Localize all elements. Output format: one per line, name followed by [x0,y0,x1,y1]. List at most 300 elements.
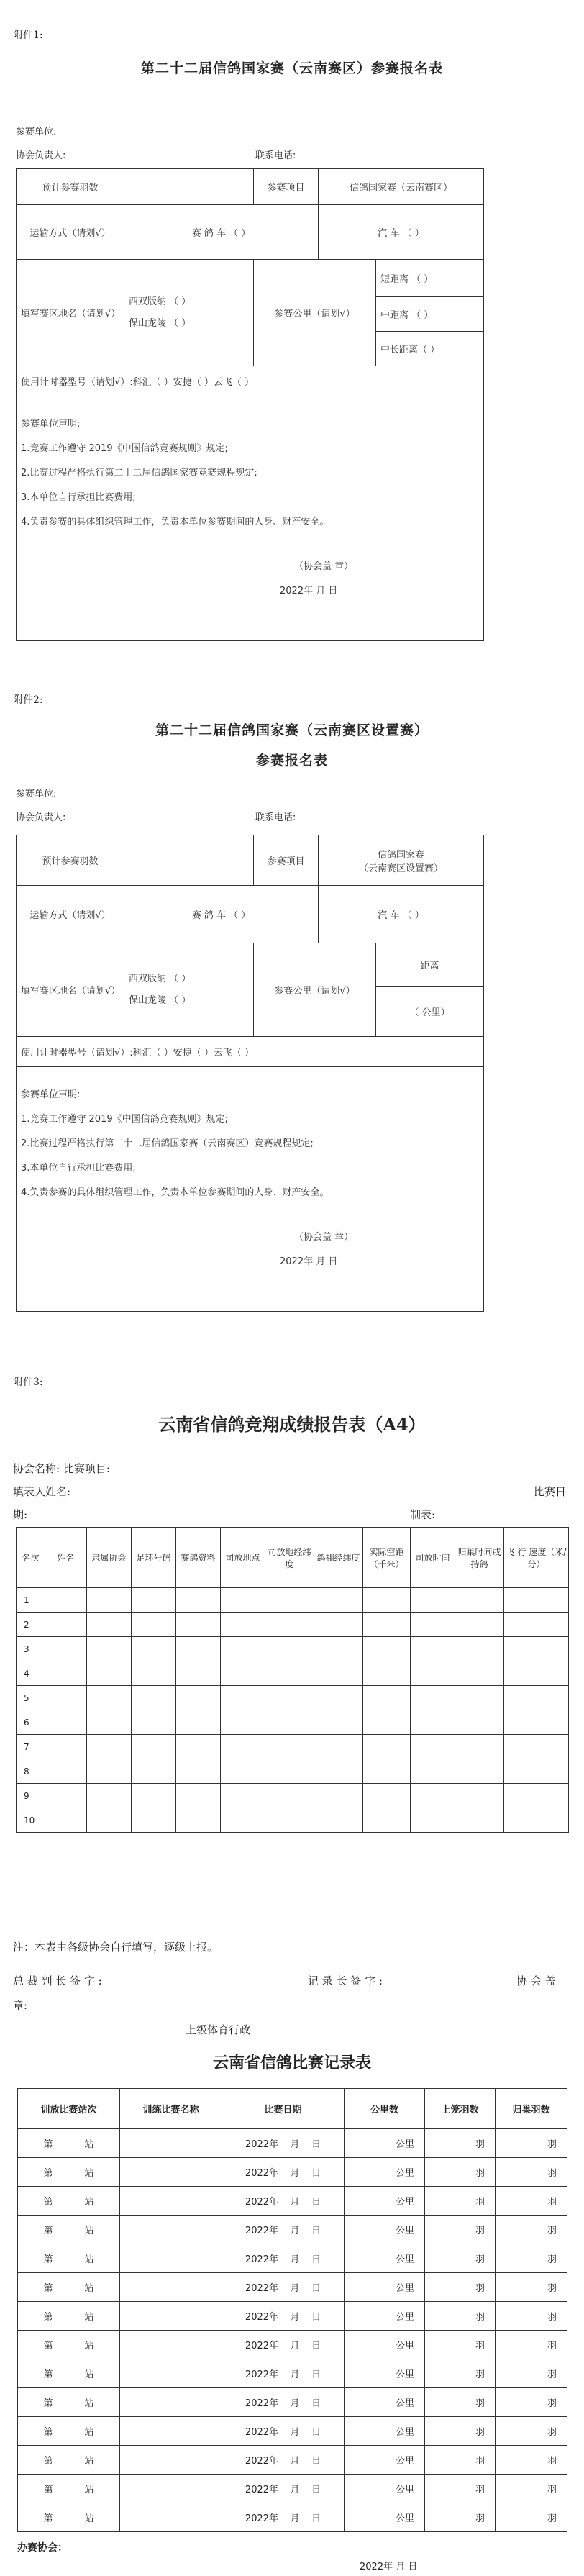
result-cell[interactable] [45,1613,87,1637]
race-name-cell[interactable] [120,2273,222,2302]
att2-title-line1: 第二十二届信鸽国家赛（云南赛区设置赛） [155,722,429,738]
race-date-cell[interactable]: 2022年 月 日 [222,2187,345,2216]
rank-cell: 3 [17,1637,45,1661]
km-option-middle[interactable]: 中距离 （ ） [376,297,484,332]
result-cell[interactable] [455,1808,504,1833]
decl-item-4: 4.负责参赛的具体组织管理工作，负责本单位参赛期间的人身、财产安全。 [21,517,329,527]
region-options[interactable] [124,943,254,1037]
result-cell[interactable] [455,1759,504,1784]
race-date-cell[interactable]: 2022年 月 日 [222,2417,345,2446]
result-cell[interactable] [176,1613,221,1637]
race-name-cell[interactable] [120,2129,222,2158]
station-suffix: 站 [84,2312,94,2323]
event-item-label: 参赛项目 [254,835,319,886]
result-cell[interactable] [221,1588,265,1613]
result-cell[interactable] [45,1735,87,1759]
decl-item-3: 3.本单位自行承担比赛费用; [21,492,136,503]
record-row [18,2446,567,2475]
loaded-count-cell[interactable]: 羽 [425,2302,496,2331]
result-row [17,1784,569,1808]
result-cell[interactable] [265,1784,314,1808]
loaded-count-cell[interactable]: 羽 [425,2216,496,2244]
result-cell[interactable] [314,1661,363,1686]
station-suffix: 站 [84,2456,94,2467]
station-cell[interactable] [18,2273,120,2302]
station-prefix: 第 [43,2312,53,2323]
bottom-date: 2022年 月 日 [360,2562,418,2572]
result-cell[interactable] [363,1759,411,1784]
record-row [18,2244,567,2273]
km-label: 参赛公里（请划√） [254,943,376,1037]
result-cell[interactable] [504,1759,569,1784]
station-cell[interactable] [18,2244,120,2273]
result-cell[interactable] [363,1710,411,1735]
result-cell[interactable] [314,1637,363,1661]
loaded-count-cell[interactable]: 羽 [425,2129,496,2158]
station-prefix: 第 [43,2254,53,2265]
result-cell[interactable] [132,1759,176,1784]
result-cell[interactable] [363,1784,411,1808]
result-cell[interactable] [314,1759,363,1784]
race-record-table [17,2088,567,2532]
km-cell[interactable]: 公里 [345,2503,425,2532]
result-cell[interactable] [221,1808,265,1833]
est-count-value[interactable] [124,835,254,886]
att2-label: 附件2: [13,694,43,706]
loaded-count-cell[interactable]: 羽 [425,2158,496,2187]
result-row [17,1710,569,1735]
station-cell[interactable] [18,2331,120,2359]
result-cell[interactable] [411,1613,455,1637]
result-cell[interactable] [132,1686,176,1710]
att2-leader-label: 协会负责人: [16,812,66,823]
result-cell[interactable] [221,1784,265,1808]
loaded-count-cell[interactable]: 羽 [425,2446,496,2475]
result-cell[interactable] [411,1784,455,1808]
col-race-name: 训练比赛名称 [120,2089,222,2129]
result-cell[interactable] [45,1588,87,1613]
decl-item-2: 2.比赛过程严格执行第二十二届信鸽国家赛竞赛规程规定; [21,468,257,479]
result-cell[interactable] [314,1710,363,1735]
result-cell[interactable] [265,1735,314,1759]
km-cell[interactable]: 公里 [345,2158,425,2187]
result-cell[interactable] [504,1686,569,1710]
distance-km-value[interactable]: （ 公里） [376,987,484,1037]
km-option-short[interactable]: 短距离 （ ） [376,260,484,297]
result-cell[interactable] [265,1759,314,1784]
att1-leader-label: 协会负责人: [16,150,66,161]
loaded-count-cell[interactable]: 羽 [425,2503,496,2532]
transport-option-pigeon-truck[interactable]: 赛 鸽 车 （ ） [124,886,319,943]
result-cell[interactable] [221,1661,265,1686]
result-cell[interactable] [455,1710,504,1735]
rank-cell: 5 [17,1686,45,1710]
result-cell[interactable] [221,1686,265,1710]
km-cell[interactable]: 公里 [345,2331,425,2359]
region-label: 填写赛区地名（请划√） [17,943,124,1037]
station-prefix: 第 [43,2139,53,2150]
transport-option-pigeon-truck[interactable]: 赛 鸽 车 （ ） [124,205,319,260]
result-cell[interactable] [176,1710,221,1735]
station-cell[interactable] [18,2503,120,2532]
result-cell[interactable] [504,1661,569,1686]
result-row [17,1637,569,1661]
result-cell[interactable] [132,1710,176,1735]
result-cell[interactable] [45,1784,87,1808]
result-cell[interactable] [363,1588,411,1613]
region-options[interactable] [124,260,254,366]
result-cell[interactable] [363,1613,411,1637]
result-cell[interactable] [265,1588,314,1613]
km-cell[interactable]: 公里 [345,2417,425,2446]
result-cell[interactable] [176,1637,221,1661]
att1-unit-label: 参赛单位: [16,127,57,137]
result-cell[interactable] [314,1686,363,1710]
race-date-cell[interactable]: 2022年 月 日 [222,2359,345,2388]
record-row [18,2158,567,2187]
loaded-count-cell[interactable]: 羽 [425,2417,496,2446]
returned-count-cell[interactable]: 羽 [496,2244,567,2273]
region-option-xishuangbanna[interactable]: 西双版纳 （ ） [129,973,191,984]
race-date-cell[interactable]: 2022年 月 日 [222,2244,345,2273]
station-prefix: 第 [43,2485,53,2495]
loaded-count-cell[interactable]: 羽 [425,2359,496,2388]
race-date-cell[interactable]: 2022年 月 日 [222,2331,345,2359]
station-cell[interactable] [18,2417,120,2446]
result-cell[interactable] [314,1808,363,1833]
result-cell[interactable] [176,1759,221,1784]
returned-count-cell[interactable]: 羽 [496,2417,567,2446]
att3-filler-line: 填表人姓名: [13,1485,71,1498]
event-item-value [319,835,484,886]
region-option-baoshan-longling[interactable]: 保山龙陵 （ ） [129,994,191,1006]
returned-count-cell[interactable]: 羽 [496,2331,567,2359]
race-name-cell[interactable] [120,2388,222,2417]
est-count-label: 预计参赛羽数 [17,169,124,205]
result-cell[interactable] [176,1661,221,1686]
km-cell[interactable]: 公里 [345,2216,425,2244]
host-association: 办赛协会： [17,2542,68,2554]
decl-title: 参赛单位声明: [21,1089,81,1100]
result-cell[interactable] [132,1613,176,1637]
station-prefix: 第 [43,2197,53,2208]
station-cell[interactable] [18,2129,120,2158]
result-cell[interactable] [45,1710,87,1735]
km-cell[interactable]: 公里 [345,2475,425,2503]
loaded-count-cell[interactable]: 羽 [425,2244,496,2273]
col-rank: 名次 [17,1528,45,1588]
station-prefix: 第 [43,2168,53,2179]
record-row [18,2475,567,2503]
result-cell[interactable] [411,1759,455,1784]
region-option-baoshan-longling[interactable]: 保山龙陵 （ ） [129,317,191,329]
station-cell[interactable] [18,2187,120,2216]
seal-text: （协会盖 章） [294,561,354,572]
result-cell[interactable] [132,1735,176,1759]
result-cell[interactable] [455,1661,504,1686]
result-cell[interactable] [45,1808,87,1833]
km-cell[interactable]: 公里 [345,2388,425,2417]
returned-count-cell[interactable]: 羽 [496,2388,567,2417]
timer-line[interactable]: 使用计时器型号（请划√）:科汇（ ）安捷（ ）云飞（ ） [17,366,484,396]
result-cell[interactable] [411,1637,455,1661]
col-race-date: 比赛日期 [222,2089,345,2129]
loaded-count-cell[interactable]: 羽 [425,2475,496,2503]
station-prefix: 第 [43,2341,53,2351]
result-row [17,1588,569,1613]
sports-bureau: 上级体育行政 [186,2023,251,2036]
result-cell[interactable] [87,1735,132,1759]
result-cell[interactable] [504,1588,569,1613]
km-cell[interactable]: 公里 [345,2359,425,2388]
result-row [17,1661,569,1686]
result-cell[interactable] [87,1686,132,1710]
result-cell[interactable] [411,1588,455,1613]
result-cell[interactable] [455,1735,504,1759]
result-cell[interactable] [132,1637,176,1661]
result-cell[interactable] [87,1613,132,1637]
race-date-cell[interactable]: 2022年 月 日 [222,2446,345,2475]
est-count-value[interactable] [124,169,254,205]
result-report-table [16,1527,569,1833]
result-cell[interactable] [314,1613,363,1637]
station-prefix: 第 [43,2513,53,2524]
result-cell[interactable] [87,1661,132,1686]
decl-item-4: 4.负责参赛的具体组织管理工作，负责本单位参赛期间的人身、财产安全。 [21,1187,329,1198]
race-date-cell[interactable]: 2022年 月 日 [222,2216,345,2244]
station-suffix: 站 [84,2168,94,2179]
result-cell[interactable] [455,1686,504,1710]
station-suffix: 站 [84,2197,94,2208]
race-date-cell[interactable]: 2022年 月 日 [222,2302,345,2331]
event-item-label: 参赛项目 [254,169,319,205]
result-cell[interactable] [504,1637,569,1661]
returned-count-cell[interactable]: 羽 [496,2158,567,2187]
race-date-cell[interactable]: 2022年 月 日 [222,2158,345,2187]
result-cell[interactable] [265,1637,314,1661]
decl-item-3: 3.本单位自行承担比赛费用; [21,1163,136,1174]
seal-text: （协会盖 章） [294,1232,354,1243]
result-cell[interactable] [363,1686,411,1710]
result-cell[interactable] [45,1661,87,1686]
result-cell[interactable] [87,1588,132,1613]
race-name-cell[interactable] [120,2446,222,2475]
station-cell[interactable] [18,2446,120,2475]
result-cell[interactable] [504,1710,569,1735]
returned-count-cell[interactable]: 羽 [496,2503,567,2532]
station-suffix: 站 [84,2513,94,2524]
att1-phone-label: 联系电话: [255,150,296,161]
date-text: 2022年 月 日 [280,586,338,597]
km-cell[interactable]: 公里 [345,2244,425,2273]
loaded-count-cell[interactable]: 羽 [425,2388,496,2417]
station-cell[interactable] [18,2302,120,2331]
result-cell[interactable] [132,1661,176,1686]
result-cell[interactable] [363,1808,411,1833]
result-cell[interactable] [265,1686,314,1710]
rank-cell: 10 [17,1808,45,1833]
record-row [18,2302,567,2331]
race-name-cell[interactable] [120,2417,222,2446]
station-suffix: 站 [84,2341,94,2351]
returned-count-cell[interactable]: 羽 [496,2302,567,2331]
race-name-cell[interactable] [120,2158,222,2187]
timer-line[interactable]: 使用计时器型号（请划√）:科汇（ ）安捷（ ）云飞（ ） [17,1037,484,1067]
station-cell[interactable] [18,2359,120,2388]
att3-assoc-line: 协会名称: 比赛项目: [13,1462,110,1475]
race-date-cell[interactable]: 2022年 月 日 [222,2475,345,2503]
result-cell[interactable] [363,1735,411,1759]
result-cell[interactable] [265,1613,314,1637]
att3-maker: 制表: [410,1508,436,1521]
result-cell[interactable] [87,1784,132,1808]
result-cell[interactable] [176,1588,221,1613]
rec-header-row [18,2089,567,2129]
km-option-middle-long[interactable]: 中长距离（ ） [376,332,484,366]
result-cell[interactable] [132,1588,176,1613]
loaded-count-cell[interactable]: 羽 [425,2331,496,2359]
record-row [18,2388,567,2417]
result-cell[interactable] [176,1784,221,1808]
race-name-cell[interactable] [120,2302,222,2331]
returned-count-cell[interactable]: 羽 [496,2446,567,2475]
loaded-count-cell[interactable]: 羽 [425,2187,496,2216]
col-station: 训放比赛站次 [18,2089,120,2129]
result-cell[interactable] [132,1784,176,1808]
result-cell[interactable] [221,1735,265,1759]
event-value-line1: 信鸽国家赛 [378,849,425,861]
result-cell[interactable] [504,1613,569,1637]
result-cell[interactable] [265,1710,314,1735]
result-cell[interactable] [87,1808,132,1833]
race-date-cell[interactable]: 2022年 月 日 [222,2273,345,2302]
race-date-cell[interactable]: 2022年 月 日 [222,2129,345,2158]
event-value-line2: （云南赛区设置赛） [359,863,444,874]
race-name-cell[interactable] [120,2503,222,2532]
result-cell[interactable] [87,1710,132,1735]
result-cell[interactable] [87,1637,132,1661]
result-cell[interactable] [504,1808,569,1833]
record-row [18,2331,567,2359]
race-name-cell[interactable] [120,2475,222,2503]
transport-option-car[interactable]: 汽 车 （ ） [319,205,484,260]
race-date-cell[interactable]: 2022年 月 日 [222,2388,345,2417]
result-cell[interactable] [363,1637,411,1661]
station-prefix: 第 [43,2398,53,2409]
result-cell[interactable] [455,1613,504,1637]
result-cell[interactable] [265,1661,314,1686]
race-name-cell[interactable] [120,2359,222,2388]
result-cell[interactable] [411,1735,455,1759]
result-cell[interactable] [504,1784,569,1808]
returned-count-cell[interactable]: 羽 [496,2475,567,2503]
race-name-cell[interactable] [120,2187,222,2216]
region-option-xishuangbanna[interactable]: 西双版纳 （ ） [129,296,191,307]
result-cell[interactable] [411,1661,455,1686]
result-cell[interactable] [221,1759,265,1784]
km-cell[interactable]: 公里 [345,2302,425,2331]
event-item-value: 信鸽国家赛（云南赛区） [319,169,484,205]
result-cell[interactable] [411,1808,455,1833]
station-cell[interactable] [18,2388,120,2417]
returned-count-cell[interactable]: 羽 [496,2129,567,2158]
station-prefix: 第 [43,2369,53,2380]
returned-count-cell[interactable]: 羽 [496,2359,567,2388]
result-cell[interactable] [455,1784,504,1808]
station-suffix: 站 [84,2398,94,2409]
station-prefix: 第 [43,2283,53,2294]
result-cell[interactable] [221,1637,265,1661]
station-cell[interactable] [18,2475,120,2503]
returned-count-cell[interactable]: 羽 [496,2187,567,2216]
result-cell[interactable] [455,1637,504,1661]
race-name-cell[interactable] [120,2244,222,2273]
result-cell[interactable] [363,1661,411,1686]
result-cell[interactable] [221,1710,265,1735]
result-cell[interactable] [45,1759,87,1784]
returned-count-cell[interactable]: 羽 [496,2216,567,2244]
result-cell[interactable] [132,1808,176,1833]
result-cell[interactable] [45,1637,87,1661]
race-name-cell[interactable] [120,2331,222,2359]
col-loft-coords: 鸽棚经纬度 [314,1528,363,1588]
race-name-cell[interactable] [120,2216,222,2244]
result-cell[interactable] [176,1735,221,1759]
result-cell[interactable] [314,1588,363,1613]
result-cell[interactable] [221,1613,265,1637]
station-cell[interactable] [18,2216,120,2244]
station-suffix: 站 [84,2427,94,2438]
result-cell[interactable] [176,1686,221,1710]
record-row [18,2417,567,2446]
result-cell[interactable] [411,1686,455,1710]
returned-count-cell[interactable]: 羽 [496,2273,567,2302]
result-cell[interactable] [504,1735,569,1759]
km-cell[interactable]: 公里 [345,2273,425,2302]
result-cell[interactable] [455,1588,504,1613]
rank-cell: 2 [17,1613,45,1637]
transport-label: 运输方式（请划√） [17,205,124,260]
km-cell[interactable]: 公里 [345,2187,425,2216]
record-row [18,2273,567,2302]
att2-form-table [16,835,484,1312]
col-release-coords: 司放地经纬度 [265,1528,314,1588]
col-association: 隶属协会 [87,1528,132,1588]
decl-item-1: 1.竞赛工作遵守 2019《中国信鸽竞赛规则》规定; [21,443,228,454]
rank-cell: 1 [17,1588,45,1613]
result-row [17,1686,569,1710]
rank-cell: 4 [17,1661,45,1686]
decl-title: 参赛单位声明: [21,419,81,430]
result-cell[interactable] [45,1686,87,1710]
loaded-count-cell[interactable]: 羽 [425,2273,496,2302]
station-cell[interactable] [18,2158,120,2187]
transport-option-car[interactable]: 汽 车 （ ） [319,886,484,943]
date-text: 2022年 月 日 [280,1256,338,1267]
km-label: 参赛公里（请划√） [254,260,376,366]
race-date-cell[interactable]: 2022年 月 日 [222,2503,345,2532]
result-cell[interactable] [87,1759,132,1784]
col-km: 公里数 [345,2089,425,2129]
result-cell[interactable] [314,1735,363,1759]
km-cell[interactable]: 公里 [345,2129,425,2158]
result-cell[interactable] [314,1784,363,1808]
result-cell[interactable] [176,1808,221,1833]
station-suffix: 站 [84,2283,94,2294]
km-cell[interactable]: 公里 [345,2446,425,2475]
result-cell[interactable] [411,1710,455,1735]
result-cell[interactable] [265,1808,314,1833]
